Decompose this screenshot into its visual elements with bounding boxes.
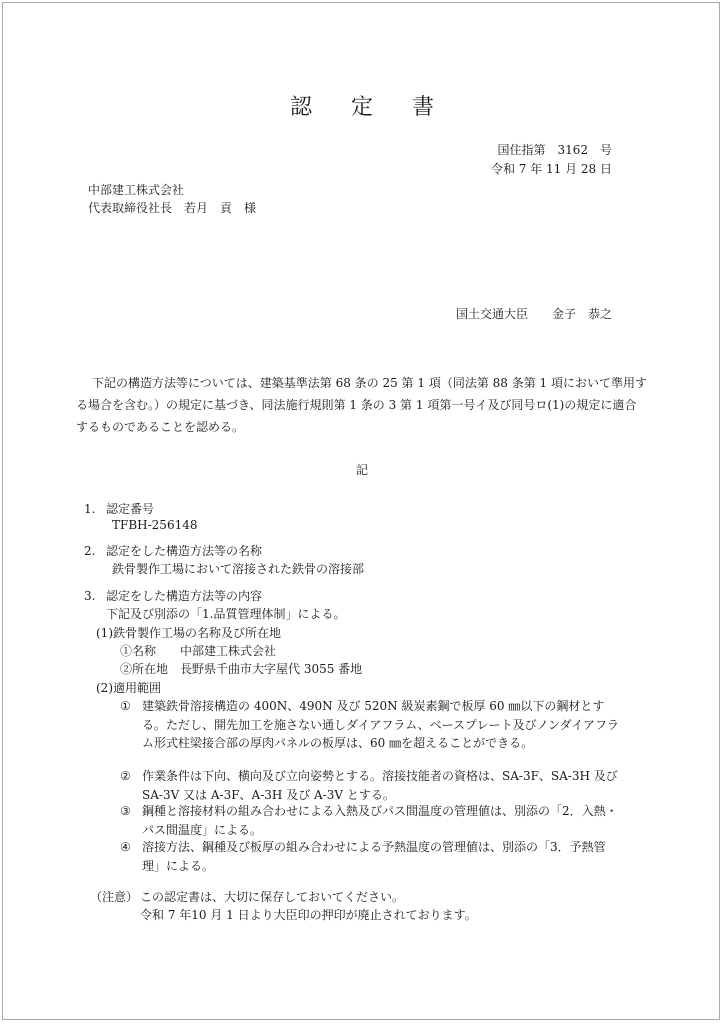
- scope-item-3: [120, 802, 620, 839]
- scope-item-mark: ④: [120, 840, 131, 854]
- scope-item-1: [120, 697, 620, 753]
- issue-date: 令和 7 年 11 月 28 日: [490, 162, 612, 176]
- section-2-title: 認定をした構造方法等の名称: [106, 544, 263, 558]
- section-3-heading: [84, 587, 262, 605]
- factory-address: ②所在地 長野県千曲市大字屋代 3055 番地: [120, 662, 363, 676]
- scope-item-2: [120, 767, 620, 804]
- note-line-2: 令和 7 年10 月 1 日より大臣印の押印が廃止されております。: [140, 908, 477, 922]
- subsection-1-heading: (1)鉄骨製作工場の名称及び所在地: [96, 626, 281, 640]
- scope-item-text: 建築鉄骨溶接構造の 400N、490N 及び 520N 級炭素鋼で板厚 60 ㎜以下の鋼材とする。ただし、開先加工を施さない通しダイアフラム、ベースプレート及びノンダイアフラム形式柱梁接合部の厚肉パネルの板厚は、60 ㎜を超えることができる。: [142, 699, 620, 750]
- scope-item-mark: ③: [120, 804, 131, 818]
- scope-item-text: 作業条件は下向、横向及び立向姿勢とする。溶接技能者の資格は、SA-3F、SA-3H 及び SA-3V 又は A-3F、A-3H 及び A-3V とする。: [142, 769, 618, 802]
- certification-number: TFBH-256148: [112, 518, 198, 532]
- section-1-title: 認定番号: [106, 502, 155, 516]
- issuer: 国土交通大臣 金子 恭之: [455, 307, 612, 321]
- note-line-1: この認定書は、大切に保存しておいてください。: [140, 890, 405, 904]
- recipient-person: 代表取締役社長 若月 貢 様: [88, 201, 257, 215]
- section-3-number: 3.: [84, 589, 96, 603]
- document-title: 認 定 書: [290, 95, 450, 120]
- scope-item-4: [120, 838, 620, 875]
- reference-number: 国住指第 3162 号: [497, 143, 612, 157]
- factory-name: ①名称 中部建工株式会社: [120, 644, 277, 658]
- recipient-company: 中部建工株式会社: [88, 183, 185, 197]
- scope-item-mark: ①: [120, 699, 131, 713]
- body-paragraph: 下記の構造方法等については、建築基準法第 68 条の 25 第 1 項（同法第 88 条第 1 項において準用する場合を含む。）の規定に基づき、同法施行規則第 1 条の 3 第 1 項第一号イ及び同号ロ(1)の規定に適合するものであることを認める。: [76, 376, 647, 434]
- scope-item-text: 溶接方法、鋼種及び板厚の組み合わせによる予熱温度の管理値は、別添の「3．予熱管理」による。: [142, 840, 606, 873]
- section-3-title: 認定をした構造方法等の内容: [106, 589, 263, 603]
- section-2-heading: [84, 542, 262, 560]
- subsection-2-heading: (2)適用範囲: [96, 681, 161, 695]
- note-label: （注意）: [90, 890, 139, 904]
- ki-heading: 記: [355, 463, 368, 477]
- section-1-number: 1.: [84, 502, 96, 516]
- method-name: 鉄骨製作工場において溶接された鉄骨の溶接部: [112, 562, 365, 576]
- section-2-number: 2.: [84, 544, 96, 558]
- scope-item-mark: ②: [120, 769, 131, 783]
- section-3-intro: 下記及び別添の「1.品質管理体制」による。: [106, 607, 346, 621]
- scope-item-text: 鋼種と溶接材料の組み合わせによる入熱及びパス間温度の管理値は、別添の「2．入熱・パス間温度」による。: [142, 804, 618, 837]
